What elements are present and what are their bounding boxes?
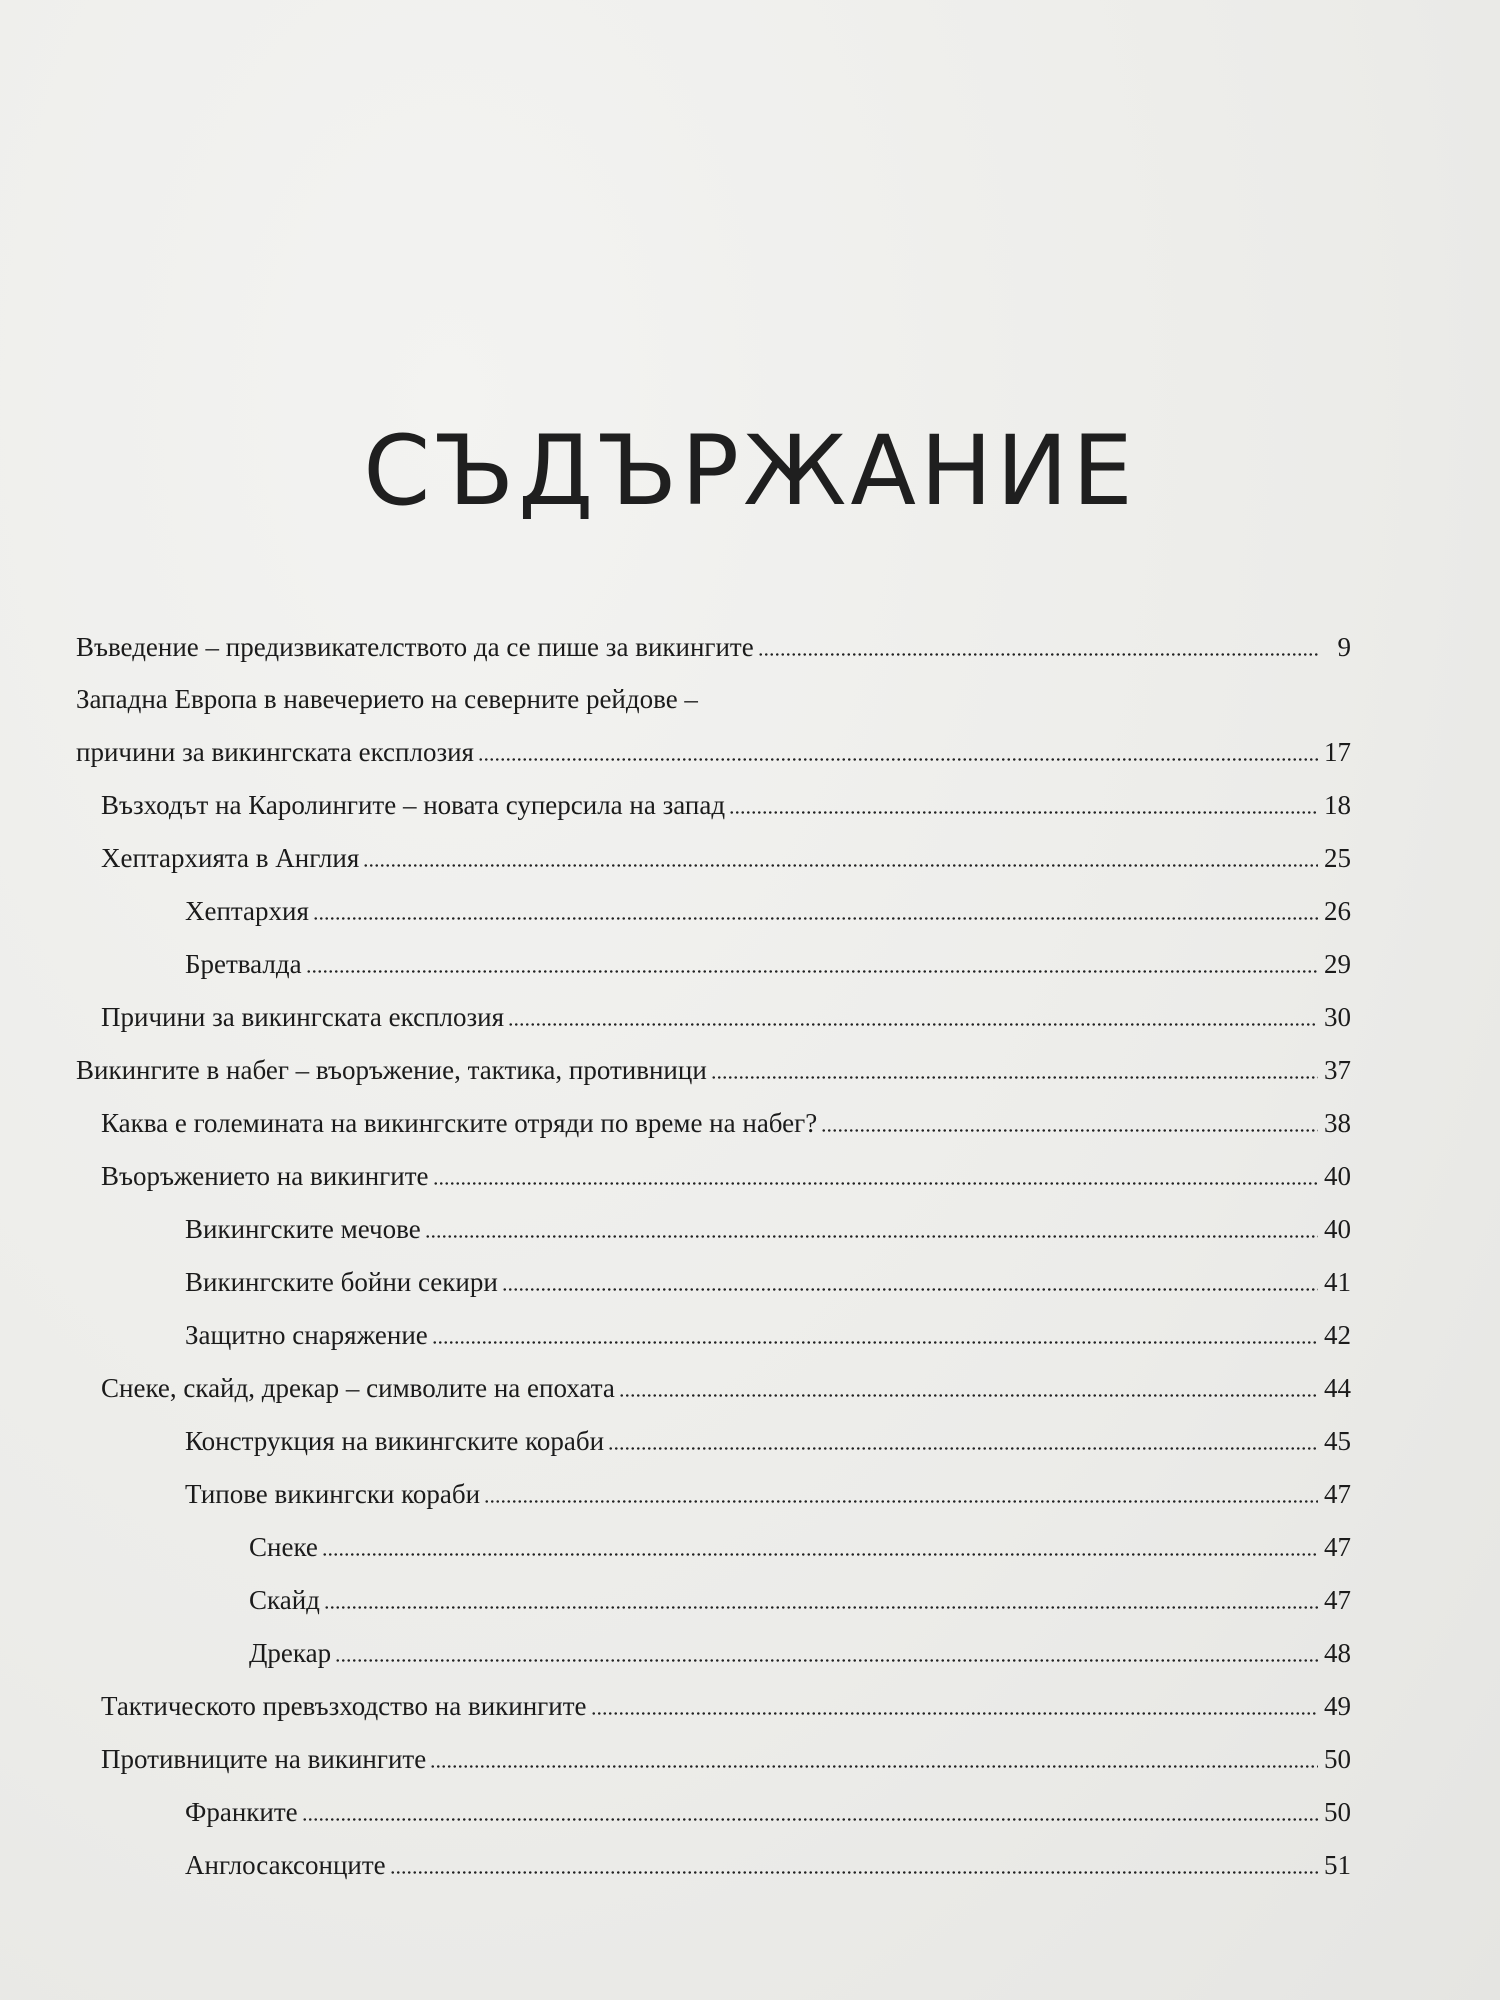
dot-leader: [363, 864, 1318, 867]
toc-page-number: 30: [1324, 1002, 1351, 1032]
toc-entry-label: Хептархия: [185, 896, 309, 926]
page-title: СЪДЪРЖАНИЕ: [363, 415, 1137, 527]
toc-entry-label: Каква е големината на викингските отряди по време на набег?: [101, 1108, 818, 1138]
toc-entry-label: Франките: [185, 1797, 298, 1827]
toc-page-number: 48: [1324, 1638, 1351, 1668]
toc-entry: [76, 623, 1351, 663]
toc-entry: [76, 1364, 1351, 1404]
toc-page-number: 45: [1324, 1426, 1351, 1456]
toc-entry-label: Англосаксонците: [185, 1850, 386, 1880]
toc-page-number: 42: [1324, 1320, 1351, 1350]
toc-entry: [76, 1735, 1351, 1775]
dot-leader: [322, 1553, 1318, 1556]
toc-entry-label: Конструкция на викингските кораби: [185, 1426, 605, 1456]
toc-page-number: 38: [1324, 1108, 1351, 1138]
toc-entry: [76, 1788, 1351, 1828]
toc-page-number: 18: [1324, 790, 1351, 820]
toc-entry-label: Снеке: [249, 1532, 318, 1562]
toc-page-number: 26: [1324, 896, 1351, 926]
dot-leader: [430, 1765, 1318, 1768]
toc-entry-label: Въоръжението на викингите: [101, 1161, 429, 1191]
dot-leader: [608, 1447, 1318, 1450]
toc-entry: [76, 1841, 1351, 1881]
toc-entry: [76, 834, 1351, 874]
toc-page-number: 37: [1324, 1055, 1351, 1085]
toc-entry-label: Викингските бойни секири: [185, 1267, 498, 1297]
dot-leader: [432, 1341, 1318, 1344]
dot-leader: [324, 1606, 1318, 1609]
toc-entry: [76, 1311, 1351, 1351]
dot-leader: [619, 1394, 1318, 1397]
dot-leader: [313, 917, 1318, 920]
toc-entry: [76, 781, 1351, 821]
toc-entry: [76, 1152, 1351, 1192]
toc-entry: [76, 993, 1351, 1033]
toc-page-number: 41: [1324, 1267, 1351, 1297]
toc-entry-label: Възходът на Каролингите – новата суперсила на запад: [101, 790, 726, 820]
toc-entry-label: Тактическото превъзходство на викингите: [101, 1691, 587, 1721]
dot-leader: [821, 1129, 1318, 1132]
dot-leader: [591, 1712, 1319, 1715]
toc-entry-label: Снеке, скайд, дрекар – символите на епохата: [101, 1373, 615, 1403]
toc-entry: [76, 1523, 1351, 1563]
toc-entry-label: Хептархията в Англия: [101, 843, 360, 873]
toc-entry-label: Дрекар: [249, 1638, 332, 1668]
toc-entry-label: Викингите в набег – въоръжение, тактика, противници: [76, 1055, 707, 1085]
toc-entry: [76, 1682, 1351, 1722]
toc-page-number: 40: [1324, 1161, 1351, 1191]
toc-page-number: 9: [1337, 632, 1351, 662]
toc-entry-label: Противниците на викингите: [101, 1744, 427, 1774]
toc-page-number: 47: [1324, 1479, 1351, 1509]
dot-leader: [335, 1659, 1318, 1662]
dot-leader: [425, 1235, 1318, 1238]
toc-entry-label: Въведение – предизвикателството да се пише за викингите: [76, 632, 754, 662]
toc-page-number: 47: [1324, 1532, 1351, 1562]
toc-page-number: 40: [1324, 1214, 1351, 1244]
toc-entry: [76, 1417, 1351, 1457]
toc-page-number: 25: [1324, 843, 1351, 873]
toc-entry: [76, 675, 1351, 715]
toc-entry-label: Защитно снаряжение: [185, 1320, 428, 1350]
toc-page-number: 29: [1324, 949, 1351, 979]
dot-leader: [711, 1076, 1318, 1079]
toc-page-number: 47: [1324, 1585, 1351, 1615]
toc-page-number: 44: [1324, 1373, 1351, 1403]
toc-entry-label: Скайд: [249, 1585, 320, 1615]
toc-entry: [76, 1099, 1351, 1139]
toc-entry: [76, 1629, 1351, 1669]
toc-page-number: 51: [1324, 1850, 1351, 1880]
toc-entry: [76, 1046, 1351, 1086]
toc-page-number: 50: [1324, 1797, 1351, 1827]
dot-leader: [484, 1500, 1318, 1503]
toc-page-number: 49: [1324, 1691, 1351, 1721]
toc-entry: [76, 728, 1351, 768]
dot-leader: [302, 1818, 1318, 1821]
toc-entry: [76, 887, 1351, 927]
dot-leader: [758, 653, 1319, 656]
toc-entry: [76, 1470, 1351, 1510]
toc-entry: [76, 1576, 1351, 1616]
toc-entry-label: Западна Европа в навечерието на северните рейдове –: [76, 684, 698, 714]
dot-leader: [478, 758, 1318, 761]
toc-page-number: 17: [1324, 737, 1351, 767]
dot-leader: [390, 1871, 1318, 1874]
dot-leader: [729, 811, 1318, 814]
dot-leader: [502, 1288, 1318, 1291]
toc-entry-label: причини за викингската експлозия: [76, 737, 474, 767]
toc-entry: [76, 1258, 1351, 1298]
toc-entry-label: Типове викингски кораби: [185, 1479, 481, 1509]
toc-entry: [76, 1205, 1351, 1245]
toc-entry: [76, 940, 1351, 980]
dot-leader: [306, 970, 1318, 973]
toc-entry-label: Бретвалда: [185, 949, 302, 979]
dot-leader: [508, 1023, 1318, 1026]
toc-page-number: 50: [1324, 1744, 1351, 1774]
toc-entry-label: Причини за викингската експлозия: [101, 1002, 505, 1032]
toc-entry-label: Викингските мечове: [185, 1214, 421, 1244]
dot-leader: [433, 1182, 1319, 1185]
